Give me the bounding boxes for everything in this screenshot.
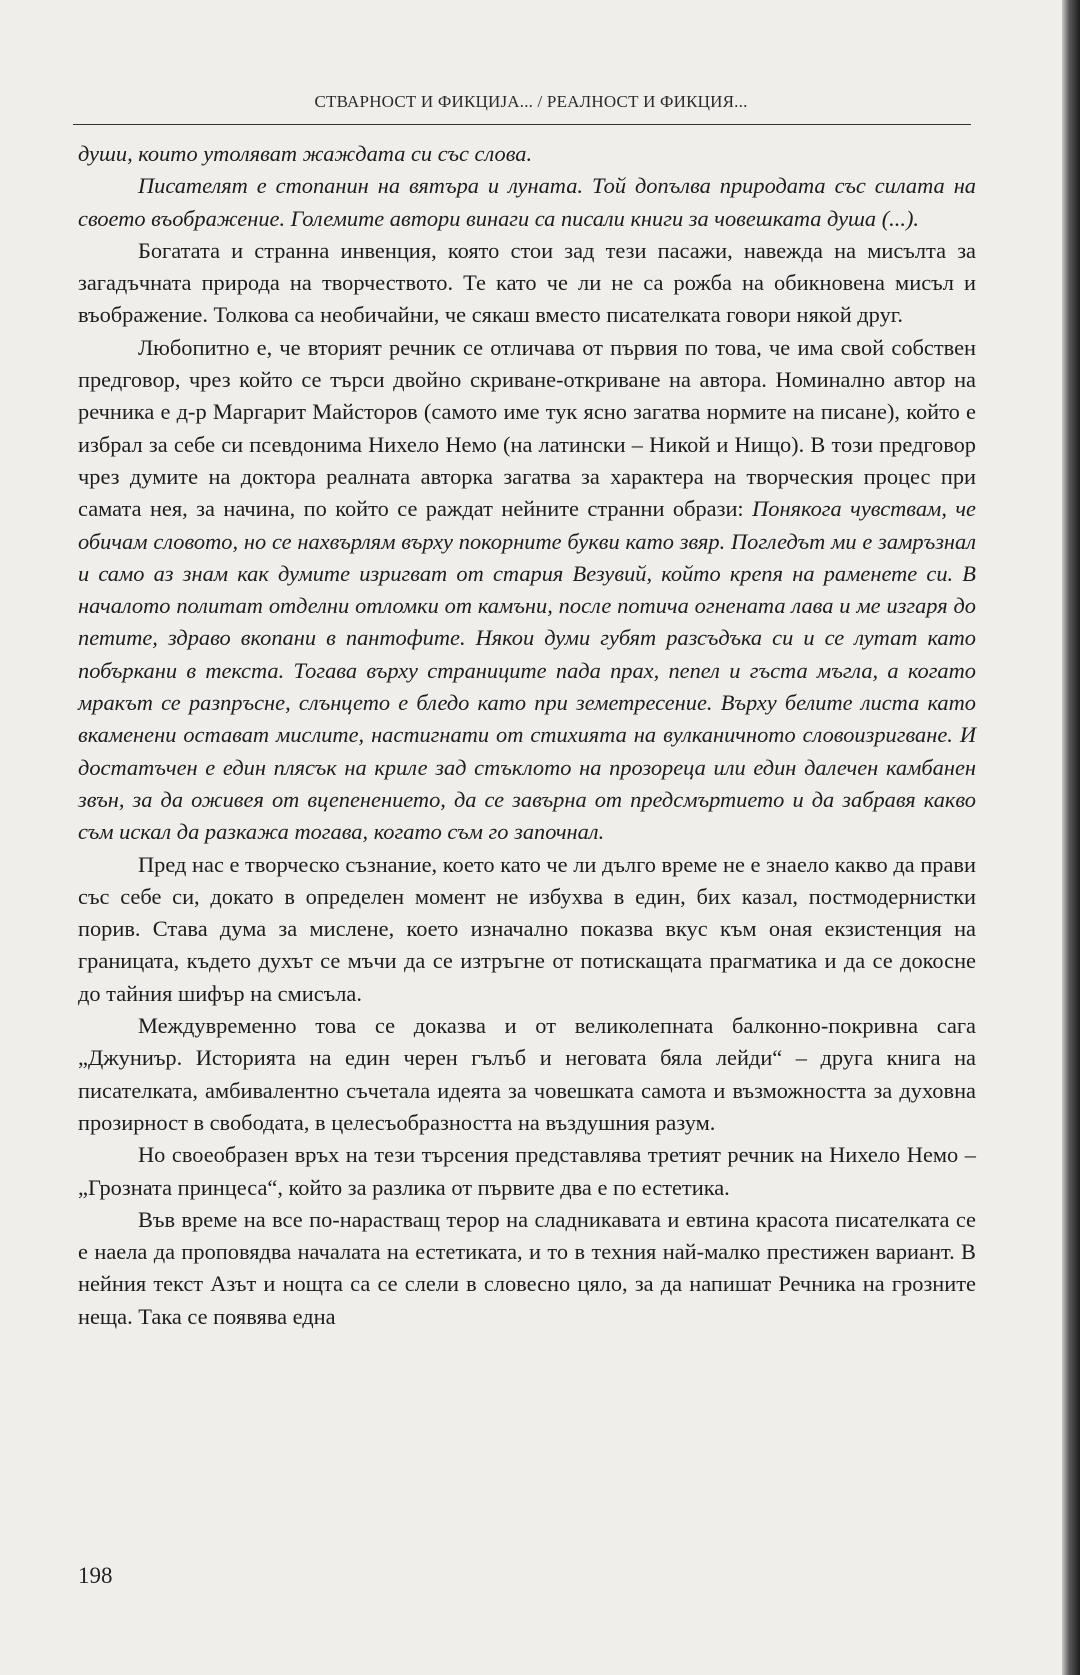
paragraph: [78, 138, 976, 170]
italic-quote-segment: Писателят е стопанин на вятъра и луната. Той допълва природата със силата на своето въображение. Големите автори винаги са писали книги за човешката душа (...).: [78, 173, 976, 231]
running-header: СТВАРНОСТ И ФИКЦИЈА... / РЕАЛНОСТ И ФИКЦИЯ...: [314, 92, 748, 111]
text-segment: Но своеобразен връх на тези търсения представлява третият речник на Нихело Немо – „Грозната принцеса“, който за разлика от първите два е по естетика.: [78, 1142, 976, 1200]
paragraph: [78, 332, 976, 849]
page-edge-shadow: [1062, 0, 1080, 1675]
paragraph: [78, 170, 976, 235]
paragraph: [78, 849, 976, 1010]
paragraph: [78, 1139, 976, 1204]
text-segment: Пред нас е творческо съзнание, което като че ли дълго време не е знаело какво да прави със себе си, докато в определен момент не избухва в един, бих казал, постмодернистки порив. Става дума за мислене, което изначално показва вкус към оная екзистенция на границата, където духът се мъчи да се изтръгне от потискащата прагматика и да се докосне до тайния шифър на смисъла.: [78, 851, 976, 1006]
page-number: 198: [78, 1563, 113, 1588]
header-rule: [73, 124, 971, 125]
body-text: [78, 138, 976, 1333]
text-segment: Любопитно е, че вторият речник се отличава от първия по това, че има свой собствен предговор, чрез който се търси двойно скриване-откриване на автора. Номинално автор на речника е д-р Маргарит Майсторов (самото име тук ясно загатва нормите на писане), който е избрал за себе си псевдонима Нихело Немо (на латински – Никой и Нищо). В този предговор чрез думите на доктора реалната авторка загатва за характера на творческия процес при самата нея, за начина, по който се раждат нейните странни образи:: [78, 334, 976, 522]
text-segment: Междувременно това се доказва и от великолепната балконно-покривна сага „Джуниър. Историята на един черен гълъб и неговата бяла лейди“ – друга книга на писателката, амбивалентно съчетала идеята за човешката самота и възможността за духовна прозирност в свободата, в целесъобразността на въздушния разум.: [78, 1013, 976, 1135]
text-segment: Богатата и странна инвенция, която стои зад тези пасажи, навежда на мисълта за загадъчната природа на творчеството. Те като че ли не са рожба на обикновена мисъл и въображение. Толкова са необичайни, че сякаш вместо писателката говори някой друг.: [78, 237, 976, 328]
italic-quote-segment: Понякога чувствам, че обичам словото, но се нахвърлям върху покорните букви като звяр. Погледът ми е замръзнал и само аз знам как думите изригват от стария Везувий, който крепя на раменете си. В началото политат отделни отломки от камъни, после потича огнената лава и ме изгаря до петите, здраво вкопани в пантофите. Някои думи губят разсъдъка си и се лутат като побъркани в текста. Тогава върху страниците пада прах, пепел и гъста мъгла, а когато мракът се разпръсне, слънцето е бледо като при земетресение. Върху белите листа като вкаменени остават мислите, настигнати от стихията на вулканичното словоизригване. И достатъчен е един плясък на криле зад стъклото на прозореца или един далечен камбанен звън, за да оживея от вцепенението, да се завърна от предсмъртието и да забравя какво съм искал да разкажа тогава, когато съм го започнал.: [78, 496, 976, 845]
italic-quote-segment: души, които утоляват жаждата си със слова.: [78, 141, 533, 166]
text-segment: Във време на все по-нарастващ терор на сладникавата и евтина красота писателката се е наела да проповядва началата на естетиката, и то в техния най-малко престижен вариант. В нейния текст Азът и нощта са се слели в словесно цяло, за да напишат Речника на грозните неща. Така се появява една: [78, 1206, 976, 1329]
paragraph: [78, 235, 976, 332]
paragraph: [78, 1010, 976, 1139]
paragraph: [78, 1204, 976, 1333]
